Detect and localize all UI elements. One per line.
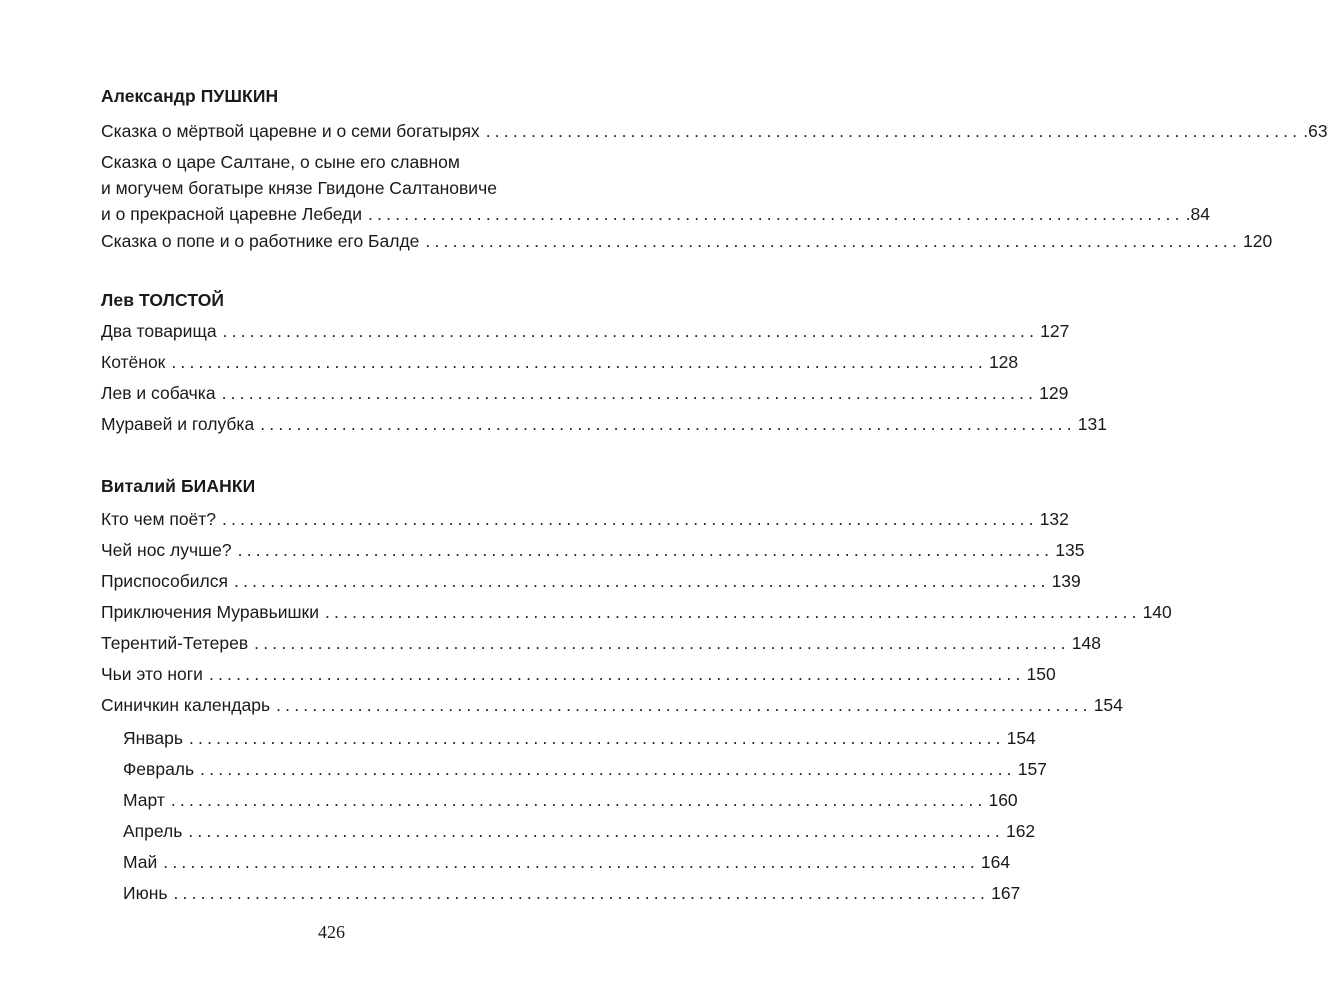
entry-title: Кто чем поёт? (101, 509, 217, 529)
toc-entry (101, 149, 1210, 227)
entry-title: Два товарища (101, 321, 217, 341)
page-number: 426 (318, 922, 345, 942)
toc-subentry (123, 821, 1036, 841)
toc-entry (101, 352, 1019, 372)
toc-entry (101, 321, 1070, 341)
author-heading: Виталий БИАНКИ (101, 476, 256, 496)
entry-page: 157 (1017, 759, 1047, 779)
entry-title: Приспособился (101, 571, 228, 591)
dot-leader: .......................................................................................... (200, 759, 1016, 779)
dot-leader: .......................................................................................... (222, 509, 1038, 529)
entry-page: 131 (1077, 414, 1107, 434)
entry-title: Муравей и голубка (101, 414, 255, 434)
entry-title: Июнь (123, 883, 168, 903)
entry-title: Лев и собачка (101, 383, 216, 403)
author-heading: Александр ПУШКИН (101, 86, 279, 106)
entry-title: Приключения Муравьишки (101, 602, 319, 622)
entry-page: 154 (1006, 728, 1036, 748)
dot-leader: .......................................................................................... (189, 728, 1005, 748)
dot-leader: .......................................................................................... (368, 204, 1184, 224)
entry-page: 162 (1005, 821, 1036, 841)
dot-leader: .......................................................................................... (170, 790, 987, 810)
dot-leader: .......................................................................................... (324, 602, 1141, 622)
toc-entry (101, 231, 1273, 251)
dot-leader: .......................................................................................... (276, 695, 1092, 715)
entry-page: .63 (1303, 121, 1328, 141)
entry-title: Сказка о попе и о работнике его Балде (101, 231, 420, 251)
entry-title: Чей нос лучше? (101, 540, 232, 560)
dot-leader: .......................................................................................... (485, 121, 1302, 141)
entry-title: Февраль (123, 759, 195, 779)
toc-subentry (123, 759, 1047, 779)
entry-page: 167 (991, 883, 1021, 903)
entry-page: 140 (1142, 602, 1172, 622)
entry-title: Чьи это ноги (101, 664, 203, 684)
dot-leader: .......................................................................................... (188, 821, 1004, 841)
author-heading: Лев ТОЛСТОЙ (101, 290, 225, 310)
dot-leader: .......................................................................................... (173, 883, 990, 903)
dot-leader: .......................................................................................... (425, 231, 1242, 251)
toc-entry (101, 571, 1081, 591)
toc-entry (101, 602, 1172, 622)
entry-page: .84 (1185, 204, 1210, 224)
entry-page: 160 (988, 790, 1018, 810)
dot-leader: .......................................................................................... (254, 633, 1070, 653)
entry-page: 127 (1040, 321, 1070, 341)
entry-title: Синичкин календарь (101, 695, 271, 715)
entry-title-line: Сказка о царе Салтане, о сыне его славном (101, 152, 460, 172)
dot-leader: .......................................................................................... (163, 852, 979, 872)
entry-page: 135 (1055, 540, 1085, 560)
toc-subentry (123, 728, 1036, 748)
entry-page: 164 (980, 852, 1011, 872)
entry-title: Март (123, 790, 165, 810)
dot-leader: .......................................................................................... (222, 321, 1039, 341)
toc-entry (101, 633, 1101, 653)
entry-title: Январь (123, 728, 183, 748)
dot-leader: .......................................................................................... (171, 352, 987, 372)
entry-page: 139 (1051, 571, 1081, 591)
dot-leader: .......................................................................................... (233, 571, 1050, 591)
entry-title: Терентий-Тетерев (101, 633, 249, 653)
entry-title: Апрель (123, 821, 183, 841)
entry-title: Котёнок (101, 352, 166, 372)
entry-title-line: и могучем богатыре князе Гвидоне Салтановиче (101, 178, 497, 198)
entry-page: 154 (1093, 695, 1123, 715)
toc-entry (101, 695, 1123, 715)
dot-leader: .......................................................................................... (237, 540, 1054, 560)
dot-leader: .......................................................................................... (208, 664, 1025, 684)
entry-title-line: и о прекрасной царевне Лебеди (101, 204, 363, 224)
toc-entry (101, 383, 1069, 403)
toc-entry (101, 664, 1056, 684)
toc-entry (101, 121, 1328, 141)
toc-entry (101, 509, 1069, 529)
toc-subentry (123, 883, 1021, 903)
toc-subentry (123, 852, 1011, 872)
entry-page: 128 (988, 352, 1019, 372)
toc-entry (101, 414, 1107, 434)
entry-page: 150 (1026, 664, 1056, 684)
dot-leader: .......................................................................................... (260, 414, 1076, 434)
dot-leader: .......................................................................................... (221, 383, 1038, 403)
entry-title: Сказка о мёртвой царевне и о семи богатырях (101, 121, 480, 141)
entry-title: Май (123, 852, 158, 872)
entry-page: 120 (1243, 231, 1273, 251)
entry-page: 129 (1039, 383, 1069, 403)
toc-entry (101, 540, 1085, 560)
entry-page: 132 (1039, 509, 1069, 529)
toc-subentry (123, 790, 1018, 810)
entry-page: 148 (1071, 633, 1101, 653)
